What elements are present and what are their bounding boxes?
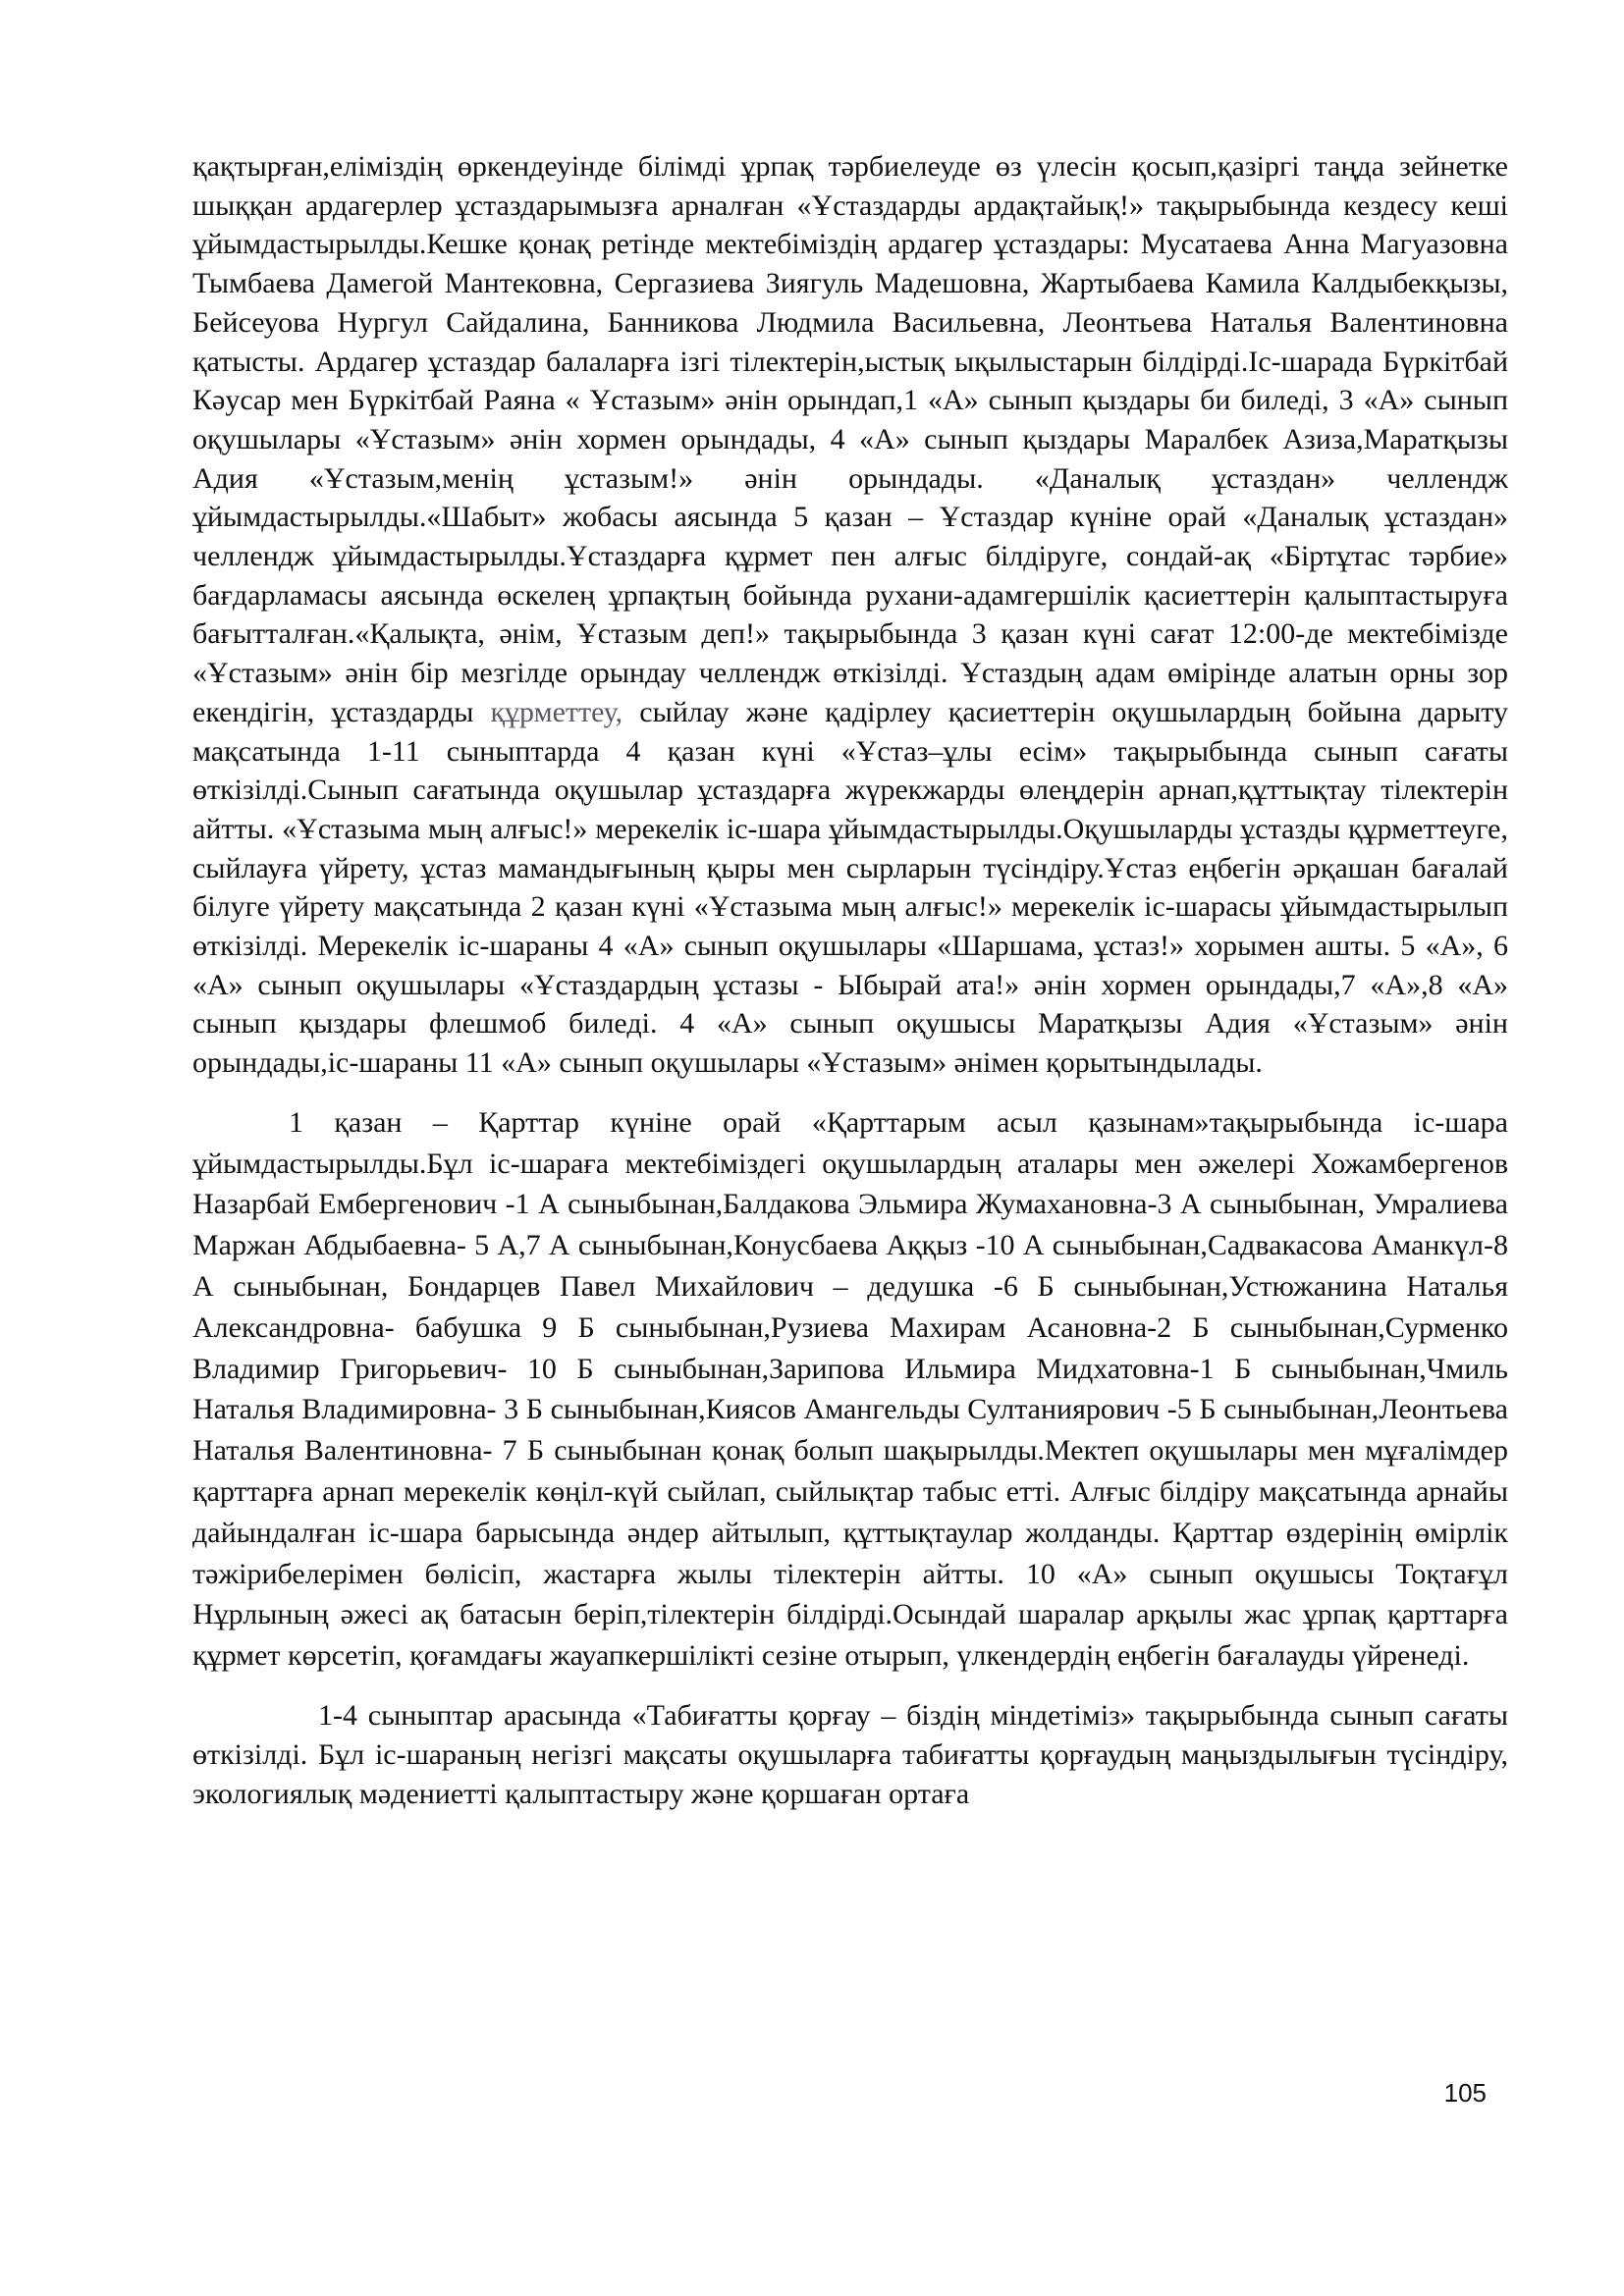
paragraph-nature-protection: 1-4 сыныптар арасында «Табиғатты қорғау – біздің міндетіміз» тақырыбында сынып сағаты өткізілді. Бұл іс-шараның негізгі мақсаты оқушыларға табиғатты қорғаудың маңыздылығын түсіндіру, экологиялық мәдениетті қалыптастыру және қоршаған ортаға xyxy=(192,1699,1508,1811)
paragraph-text: сыйлау және қадірлеу қасиеттерін оқушылардың бойына дарыту мақсатында 1-11 сыныптарда 4 қазан күні «Ұстаз–ұлы есім» тақырыбында сынып сағаты өткізілді.Сынып сағатында оқушылар ұстаздарға жүрекжарды өлеңдерін арнап,құттықтау тілектерін айтты. «Ұстазыма мың алғыс!» мерекелік іс-шара ұйымдастырылды.Оқушыларды ұстазды құрметтеуге, сыйлауға үйрету, ұстаз мамандығының қыры мен сырларын түсіндіру.Ұстаз еңбегін әрқашан бағалай білуге үйрету мақсатында 2 қазан күні «Ұстазыма мың алғыс!» мерекелік іс-шарасы ұйымдастырылып өткізілді. Мерекелік іс-шараны 4 «А» сынып оқушылары «Шаршама, ұстаз!» хорымен ашты. 5 «А», 6 «А» сынып оқушылары «Ұстаздардың ұстазы - Ыбырай ата!» әнін хормен орындады,7 «А»,8 «А» сынып қыздары флешмоб биледі. 4 «А» сынып оқушысы Маратқызы Адия «Ұстазым» әнін орындады,іс-шараны 11 «А» сынып оқушылары «Ұстазым» әнімен қорытындылады. xyxy=(192,695,1508,1080)
page-number: 105 xyxy=(1443,2078,1487,2108)
paragraph-elders-day: 1 қазан – Қарттар күніне орай «Қарттарым асыл қазынам»тақырыбында іс-шара ұйымдастырылды.Бұл іс-шараға мектебіміздегі оқушылардың аталары мен әжелері Хожамбергенов Назарбай Ембергенович -1 А сыныбынан,Балдакова Эльмира Жумахановна-3 А сыныбынан, Умралиева Маржан Абдыбаевна- 5 А,7 А сыныбынан,Конусбаева Аққыз -10 А сыныбынан,Садвакасова Аманкүл-8 А сыныбынан, Бондарцев Павел Михайлович – дедушка -6 Б сыныбынан,Устюжанина Наталья Александровна- бабушка 9 Б сыныбынан,Рузиева Махирам Асановна-2 Б сыныбынан,Сурменко Владимир Григорьевич- 10 Б сыныбынан,Зарипова Ильмира Мидхатовна-1 Б сыныбынан,Чмиль Наталья Владимировна- 3 Б сыныбынан,Киясов Амангельды Султаниярович -5 Б сыныбынан,Леонтьева Наталья Валентиновна- 7 Б сыныбынан қонақ болып шақырылды.Мектеп оқушылары мен мұғалімдер қарттарға арнап мерекелік көңіл-күй сыйлап, сыйлықтар табыс етті. Алғыс білдіру мақсатында арнайы дайындалған іс-шара барысында әндер айтылып, құттықтаулар жолданды. Қарттар өздерінің өмірлік тәжірибелерімен бөлісіп, жастарға жылы тілектерін айтты. 10 «А» сынып оқушысы Тоқтағұл Нұрлының әжесі ақ батасын беріп,тілектерін білдірді.Осындай шаралар арқылы жас ұрпақ қарттарға құрмет көрсетіп, қоғамдағы жауапкершілікті сезіне отырып, үлкендердің еңбегін бағалауды үйренеді. xyxy=(192,1105,1508,1673)
paragraph-teachers-day xyxy=(192,147,1508,1083)
paragraph-text-muted: құрметтеу, xyxy=(490,695,623,728)
document-page xyxy=(192,147,1508,1814)
paragraph-text: қақтырған,еліміздің өркендеуінде білімді ұрпақ тәрбиелеуде өз үлесін қосып,қазіргі таңда зейнетке шыққан ардагерлер ұстаздарымызға арналған «Ұстаздарды ардақтайық!» тақырыбында кездесу кеші ұйымдастырылды.Кешке қонақ ретінде мектебіміздің ардагер ұстаздары: Мусатаева Анна Магуазовна Тымбаева Дамегой Мантековна, Сергазиева Зиягуль Мадешовна, Жартыбаева Камила Калдыбекқызы, Бейсеуова Нургул Сайдалина, Банникова Людмила Васильевна, Леонтьева Наталья Валентиновна қатысты. Ардагер ұстаздар балаларға ізгі тілектерін,ыстық ықылыстарын білдірді.Іс-шарада Бүркітбай Кәусар мен Бүркітбай Раяна « Ұстазым» әнін орындап,1 «А» сынып қыздары би биледі, 3 «А» сынып оқушылары «Ұстазым» әнін хормен орындады, 4 «А» сынып қыздары Маралбек Азиза,Маратқызы Адия «Ұстазым,менің ұстазым!» әнін орындады. «Даналық ұстаздан» челлендж ұйымдастырылды.«Шабыт» жобасы аясында 5 қазан – Ұстаздар күніне орай «Даналық ұстаздан» челлендж ұйымдастырылды.Ұстаздарға құрмет пен алғыс білдіруге, сондай-ақ «Біртұтас тәрбие» бағдарламасы аясында өскелең ұрпақтың бойында рухани-адамгершілік қасиеттерін қалыптастыруға бағытталған.«Қалықта, әнім, Ұстазым деп!» тақырыбында 3 қазан күні сағат 12:00-де мектебімізде «Ұстазым» әнін бір мезгілде орындау челлендж өткізілді. Ұстаздың адам өмірінде алатын орны зор екендігін, ұстаздарды xyxy=(192,150,1508,728)
